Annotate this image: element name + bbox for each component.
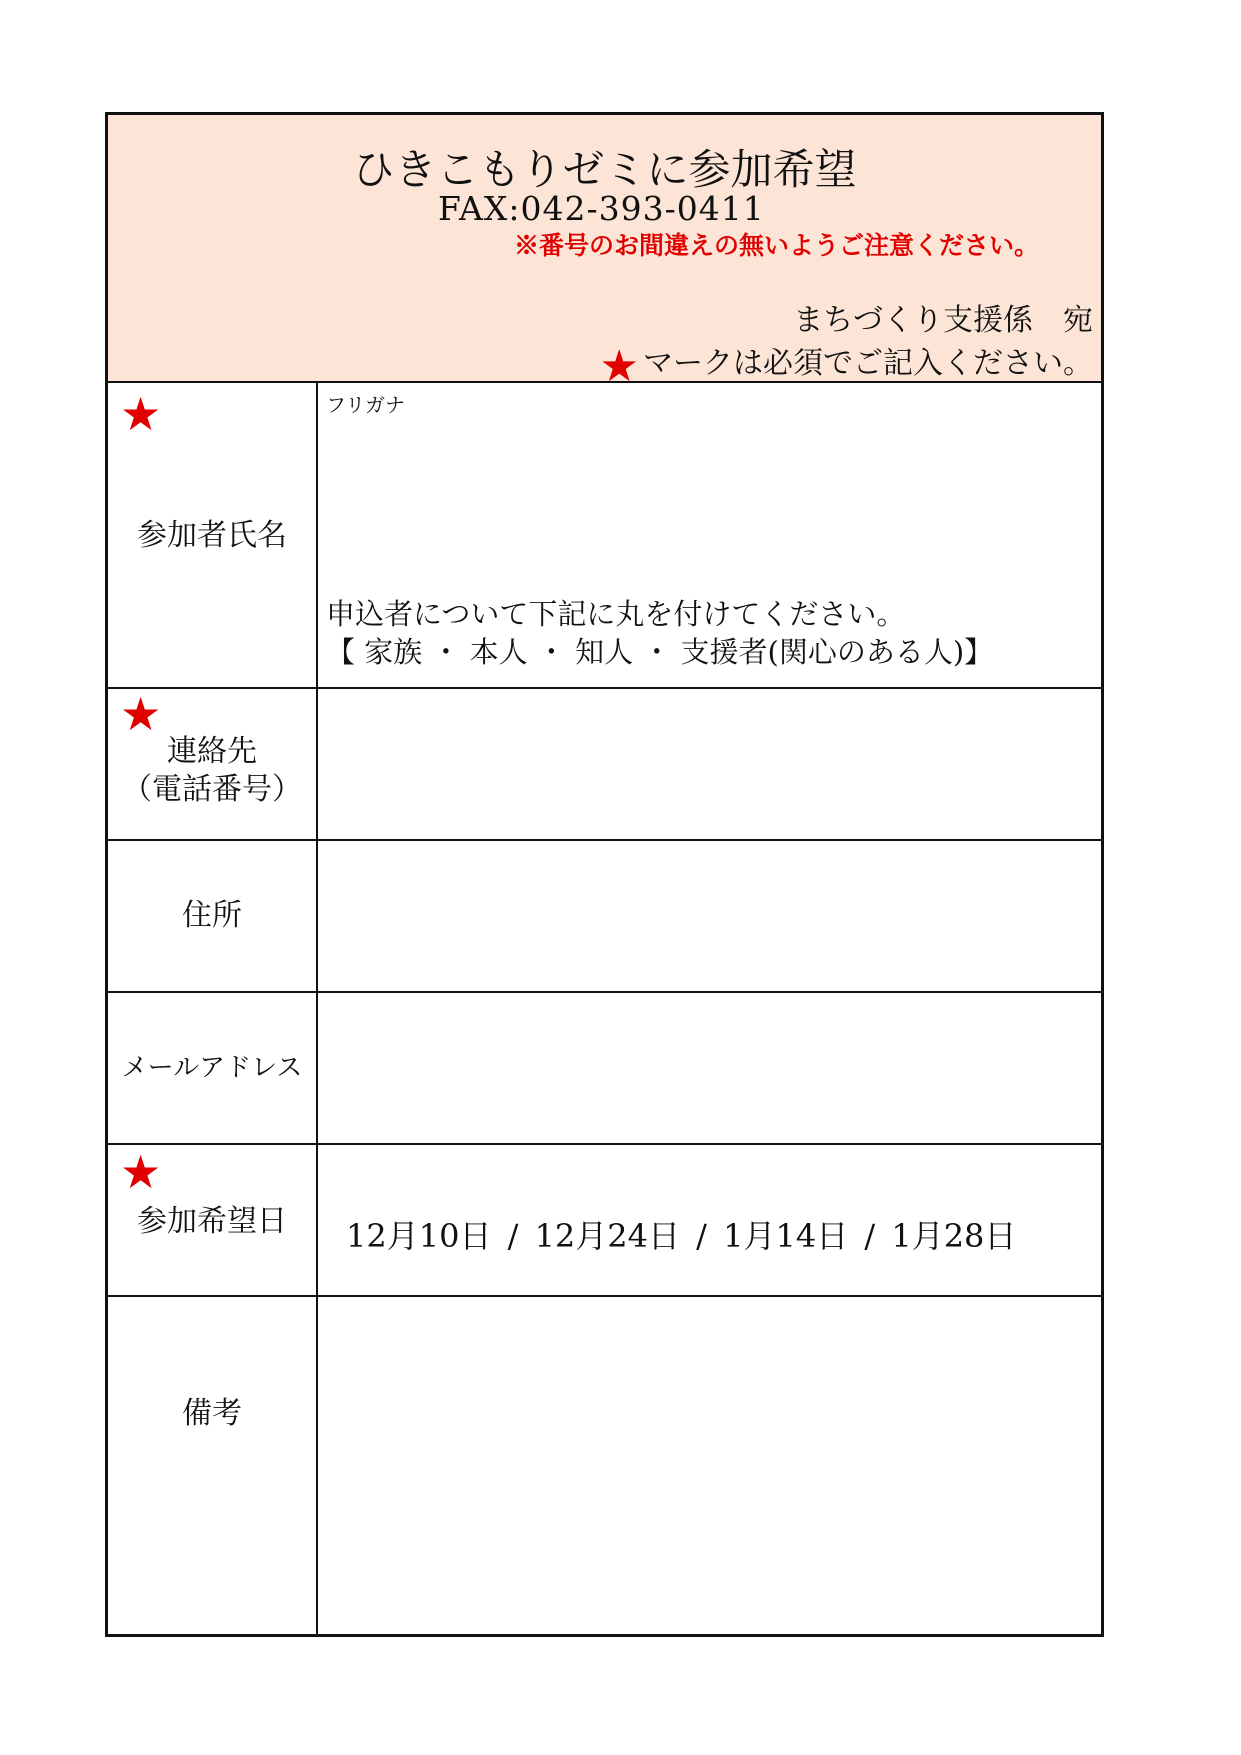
required-star-icon: ★	[120, 1145, 162, 1199]
row-remarks	[108, 1297, 1101, 1634]
email-field[interactable]	[318, 993, 1101, 1143]
label-address	[108, 841, 318, 991]
contact-label-line1: 連絡先	[167, 734, 257, 769]
furigana-label: フリガナ	[326, 393, 405, 417]
required-star-icon: ★	[120, 387, 162, 441]
label-email	[108, 993, 318, 1143]
remarks-label: 備考	[182, 1396, 242, 1431]
label-remarks	[108, 1297, 318, 1634]
applicant-type-options[interactable]: 【 家族 ・ 本人 ・ 知人 ・ 支援者(関心のある人)】	[326, 635, 994, 669]
label-contact	[108, 689, 318, 839]
address-field[interactable]	[318, 841, 1101, 991]
label-preferred-dates	[108, 1145, 318, 1295]
preferred-dates-options[interactable]: 12月10日 / 12月24日 / 1月14日 / 1月28日	[346, 1217, 1017, 1255]
form-title: ひきこもりゼミに参加希望	[352, 145, 857, 194]
required-star-icon: ★	[599, 341, 639, 392]
preferred-dates-label: 参加希望日	[137, 1204, 287, 1239]
row-address	[108, 841, 1101, 993]
address-label: 住所	[182, 898, 242, 933]
applicant-type-instruction: 申込者について下記に丸を付けてください。	[326, 597, 906, 631]
preferred-dates-field[interactable]	[318, 1145, 1101, 1295]
row-contact	[108, 689, 1101, 841]
participant-name-label: 参加者氏名	[137, 518, 287, 553]
participant-name-field[interactable]	[318, 383, 1101, 687]
row-email	[108, 993, 1101, 1145]
application-form	[105, 112, 1104, 1637]
contact-label-line2: （電話番号）	[122, 772, 302, 807]
email-label: メールアドレス	[121, 1053, 303, 1083]
fax-number: FAX:042-393-0411	[438, 189, 765, 228]
fax-warning: ※番号のお間違えの無いようご注意ください。	[513, 231, 1039, 260]
required-star-icon: ★	[120, 687, 162, 741]
row-participant-name	[108, 383, 1101, 689]
required-note	[599, 333, 1093, 392]
applicant-type-section	[326, 595, 993, 671]
remarks-field[interactable]	[318, 1297, 1101, 1634]
contact-field[interactable]	[318, 689, 1101, 839]
required-note-text: マークは必須でご記入ください。	[643, 346, 1093, 381]
addressee: まちづくり支援係 宛	[793, 303, 1093, 338]
form-header	[108, 115, 1101, 392]
label-participant-name	[108, 383, 318, 687]
row-preferred-dates	[108, 1145, 1101, 1297]
